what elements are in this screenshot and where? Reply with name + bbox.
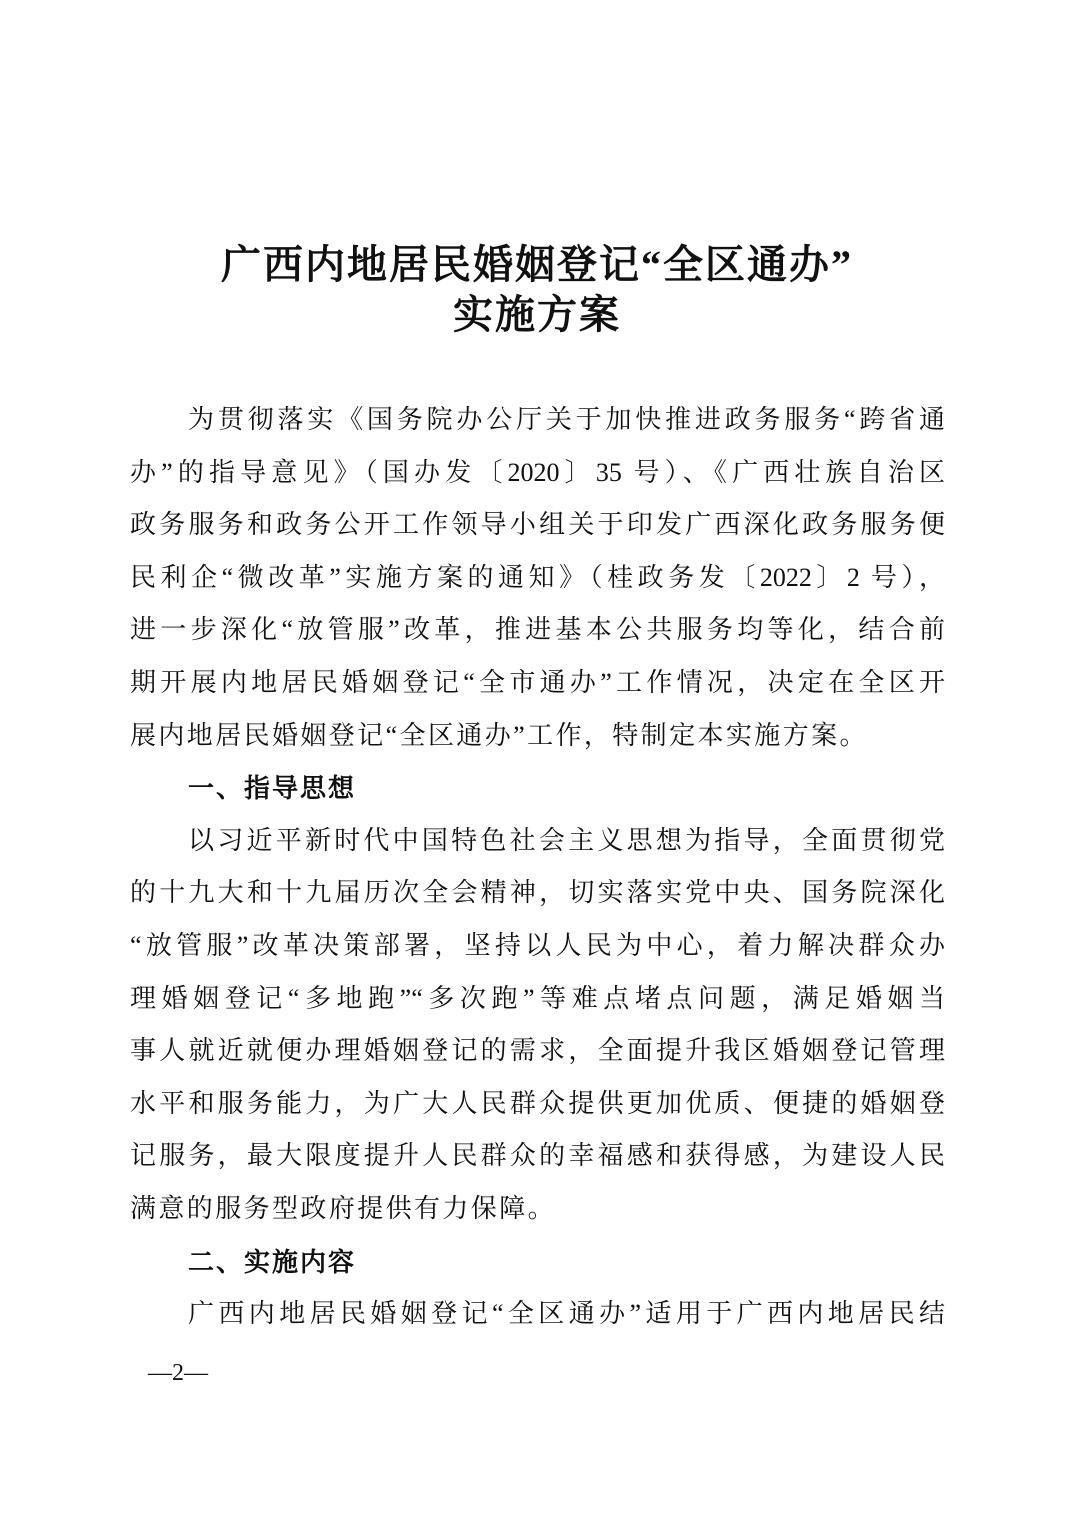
- paragraph-line: 展内地居民婚姻登记“全区通办”工作，特制定本实施方案。: [130, 720, 868, 750]
- paragraph-line: 民利企“微改革”实施方案的通知》（桂政务发〔2022〕2 号），: [130, 562, 945, 592]
- paragraph-line: 水平和服务能力，为广大人民群众提供更加优质、便捷的婚姻登: [130, 1088, 945, 1118]
- paragraph-line: 为贯彻落实《国务院办公厅关于加快推进政务服务“跨省通: [188, 405, 945, 434]
- document-body: [130, 394, 945, 1341]
- page-number: —2—: [148, 1360, 208, 1386]
- paragraph-line: 的十九大和十九届历次全会精神，切实落实党中央、国务院深化: [130, 878, 945, 908]
- paragraph-line: 记服务，最大限度提升人民群众的幸福感和获得感，为建设人民: [130, 1141, 945, 1171]
- paragraph-line: 理婚姻登记“多地跑”“多次跑”等难点堵点问题，满足婚姻当: [130, 983, 945, 1013]
- paragraph-line: 以习近平新时代中国特色社会主义思想为指导，全面贯彻党: [188, 825, 945, 855]
- implementation-content-paragraph: [130, 1288, 945, 1341]
- paragraph-line: 政务服务和政务公开工作领导小组关于印发广西深化政务服务便: [130, 510, 945, 540]
- document-title: [0, 240, 1074, 340]
- paragraph-line: 满意的服务型政府提供有力保障。: [130, 1193, 557, 1223]
- guiding-ideology-paragraph: [130, 815, 945, 1236]
- paragraph-line: “放管服”改革决策部署，坚持以人民为中心，着力解决群众办: [130, 930, 945, 960]
- paragraph-line: 期开展内地居民婚姻登记“全市通办”工作情况，决定在全区开: [130, 667, 945, 697]
- section-heading-guiding-ideology: 一、指导思想: [188, 773, 357, 804]
- intro-paragraph: [130, 394, 945, 762]
- paragraph-line: 事人就近就便办理婚姻登记的需求，全面提升我区婚姻登记管理: [130, 1036, 945, 1066]
- paragraph-line: 广西内地居民婚姻登记“全区通办”适用于广西内地居民结: [188, 1299, 945, 1329]
- paragraph-line: 进一步深化“放管服”改革，推进基本公共服务均等化，结合前: [130, 615, 945, 645]
- title-line-1: 广西内地居民婚姻登记“全区通办”: [221, 242, 853, 287]
- paragraph-line: 办”的指导意见》（国办发〔2020〕35 号）、《广西壮族自治区: [130, 457, 945, 487]
- section-heading-implementation-content: 二、实施内容: [188, 1246, 357, 1277]
- title-line-2: 实施方案: [453, 292, 621, 337]
